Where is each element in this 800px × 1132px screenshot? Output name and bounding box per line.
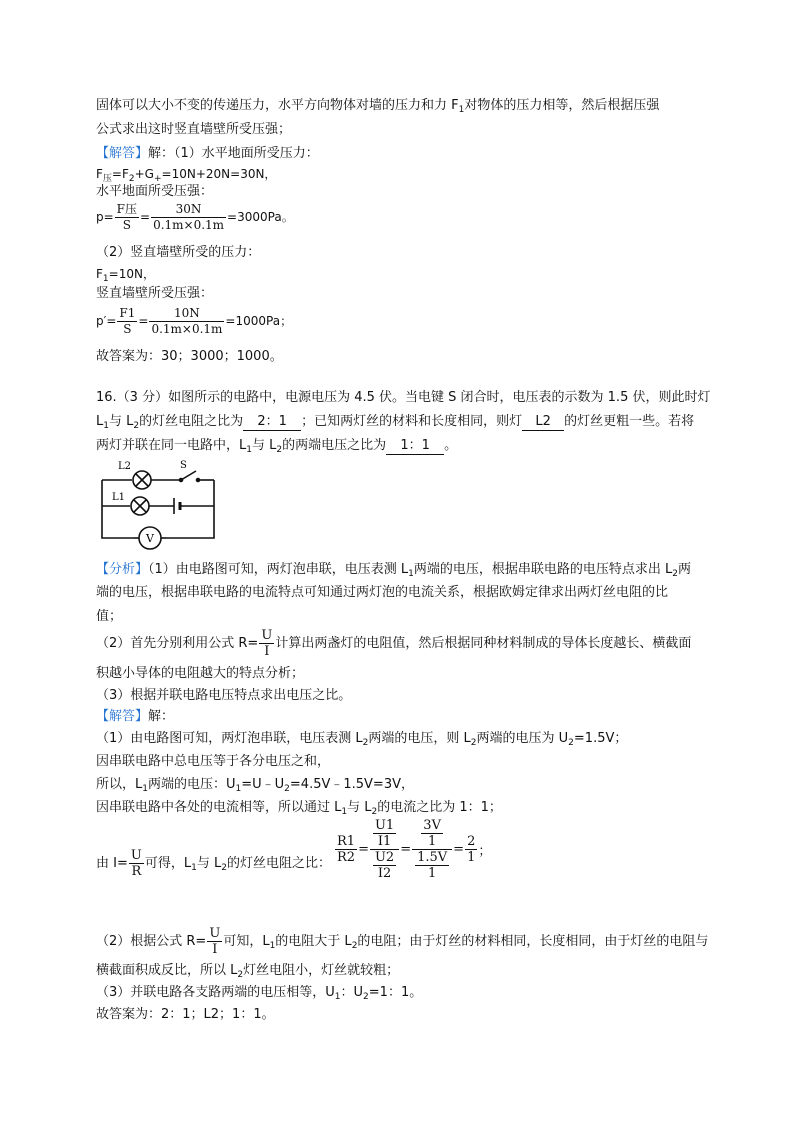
subscript: 1 [269,941,276,951]
subscript: 2 [371,807,378,817]
analysis-line: 端的电压，根据串联电路的电流特点可知通过两灯泡的电流关系，根据欧姆定律求出两灯丝电阻的比 [96,585,669,600]
text: 解： [148,709,175,724]
compound-fraction [370,818,399,881]
denominator: S [122,218,131,232]
subscript: 1 [102,274,109,284]
answer-blank: 2：1 [243,414,301,431]
fraction [335,834,357,865]
text: +G [134,167,154,181]
solution-heading [96,707,174,727]
text: 的灯丝电阻之比为 [139,414,244,429]
denominator: 1 [467,850,476,865]
text: （3）并联电路各支路两端的电压相等，U [96,985,335,1000]
solution-line [96,926,708,957]
text-line: 公式求出这时竖直墙壁所受压强； [96,122,292,137]
solution-line: 因串联电路中总电压等于各分电压之和， [96,754,331,769]
subscript: 2 [672,569,679,579]
text: 与 L [347,800,372,815]
fraction [421,818,443,849]
text: 的灯丝更粗一些。若将 [564,414,695,429]
text: 两端的电压为 U [476,731,569,746]
denominator: I2 [377,866,392,881]
text: =3000Pa。 [227,210,294,224]
text-line: （2）竖直墙壁所受的压力： [96,245,261,260]
subscript: + [153,174,162,184]
compound-fraction [412,818,452,881]
text: p= [96,210,114,224]
formula-line [96,202,294,233]
solution-line: 故答案为：2：1；L2；1：1。 [96,1007,275,1022]
analysis-line: 积越小导体的电阻越大的特点分析； [96,666,305,681]
text: （1）由电路图可知，两灯泡串联，电压表测 L [96,731,363,746]
ratio-formula: $\frac{R1}{R2}$ = $\frac{\frac{U1}{I1}}{\frac{U2}{I2}}$ = $\frac{\frac{3V}{1}}{\frac{1.5V}{1}}$ = $\frac{2}{1}$ ； [337,818,492,881]
numerator: F1 [119,306,136,320]
denominator [370,850,399,881]
fraction [259,628,274,659]
solution-line [96,961,399,985]
formula-line [96,306,292,337]
subscript: 2 [237,970,244,980]
numerator: 1.5V [417,850,448,865]
numerator: U2 [374,850,395,865]
denominator: 0.1m×0.1m [153,218,225,232]
wire [102,480,134,538]
text: 与 L [196,856,222,871]
fraction [415,850,449,881]
subscript: 1 [235,784,242,794]
subscript: 1 [191,863,197,873]
answer-blank: L2 [522,414,564,431]
question-line [96,412,694,436]
fraction [373,850,396,881]
numerator: 3V [423,818,441,833]
subscript: 2 [276,445,283,455]
text: =1：1。 [368,985,423,1000]
text: ； [478,844,492,859]
text: （2）根据公式 R= [96,934,207,949]
subscript: 1 [334,992,341,1002]
solution-line [96,848,331,879]
text: （1）由电路图可知，两灯泡串联，电压表测 L [148,562,409,577]
circuit-diagram [96,456,226,552]
label-l1: L1 [112,492,126,503]
subscript: 2 [128,174,135,184]
fraction [117,306,137,337]
analysis-line [96,560,691,584]
fraction [129,848,144,879]
text: 的电阻大于 L [275,934,352,949]
denominator: I [212,942,218,957]
numerator: F压 [116,202,137,216]
text: 计算出两盏灯的电阻值，然后根据同种材料制成的导体长度越长、横截面 [275,636,692,651]
fraction [149,306,224,337]
fraction [207,926,222,957]
text-line: 竖直墙壁所受压强： [96,286,214,301]
subscript: 2 [351,941,358,951]
subscript: 2 [221,863,227,873]
text: 的两端电压之比为 [282,438,387,453]
text: 灯丝电阻小，灯丝就较粗； [243,963,400,978]
label-s: S [180,460,187,471]
text: 。 [444,438,458,453]
denominator: I [264,644,270,659]
numerator [412,818,452,850]
text: = [138,314,149,328]
fraction [465,834,477,865]
denominator: S [123,322,132,336]
fraction [115,202,139,233]
text: 因串联电路中各处的电流相等，所以通过 L [96,800,342,815]
analysis-line: （3）根据并联电路电压特点求出电压之比。 [96,688,352,703]
subscript: 1 [103,421,109,431]
denominator: 1 [428,866,437,881]
text: 所以，L [96,777,143,792]
text: ：U [340,985,364,1000]
denominator: R [131,864,142,879]
text: 对物体的压力相等，然后根据压强 [464,98,660,113]
text: 由 I= [96,856,128,871]
denominator [412,850,452,881]
numerator: 30N [151,202,226,218]
text-line [96,96,659,120]
numerator: U [209,926,221,941]
answer-heading [96,144,319,164]
subscript: 1 [458,105,465,115]
analysis-tag: 【分析】 [96,562,149,577]
text: F [96,167,103,181]
subscript: 2 [362,738,369,748]
numerator: U [261,628,273,643]
fraction [373,818,396,849]
solution-line [96,775,414,799]
text: 固体可以大小不变的传递压力，水平方向物体对墙的压力和力 F [96,98,459,113]
subscript: 1 [246,445,252,455]
analysis-line: 值； [96,609,123,624]
numerator: U1 [374,818,395,833]
text: 两端的电压：U [147,777,236,792]
text: L [96,414,104,429]
text: 解：（1）水平地面所受压力： [148,146,319,161]
text: 的灯丝电阻之比： [226,856,331,871]
subscript: 1 [341,807,348,817]
analysis-line [96,628,691,659]
text: 两 [678,562,692,577]
text: =10N+20N=30N， [161,167,277,181]
text: 与 L [251,438,277,453]
text: p′= [96,314,117,328]
question-line: 16.（3 分）如图所示的电路中，电源电压为 4.5 伏。当电键 S 闭合时，电压表的示数为 1.5 伏，则此时灯 [96,390,711,405]
text: =4.5V﹣1.5V=3V， [289,777,414,792]
solution-line [96,729,627,753]
answer-tag: 【解答】 [96,146,149,161]
text: =10N， [108,267,155,281]
denominator: 1 [427,834,437,849]
text: F [96,267,103,281]
switch-lever-icon [181,471,196,480]
text: 与 L [108,414,134,429]
text: 两端的电压，根据串联电路的电压特点求出 L [413,562,673,577]
text: = [140,210,151,224]
label-l2: L2 [118,461,132,472]
subscript: 1 [408,569,414,579]
subscript: 2 [568,738,574,748]
text: （2）首先分别利用公式 R= [96,636,259,651]
text: 横截面积成反比，所以 L [96,963,238,978]
text: 的电流之比为 1：1； [377,800,502,815]
text: =F [111,167,129,181]
label-v: V [146,532,154,545]
text-line: 水平地面所受压强： [96,184,214,199]
solution-line [96,983,422,1007]
denominator: R2 [337,850,356,865]
subscript: 2 [363,992,369,1002]
denominator: 0.1m×0.1m [151,322,223,336]
numerator: 10N [149,306,224,322]
subscript: 压 [102,174,112,184]
text: =1000Pa； [225,314,293,328]
text: ；已知两灯丝的材料和长度相同，则灯 [301,414,523,429]
subscript: 2 [284,784,290,794]
text: 两端的电压，则 L [368,731,471,746]
numerator: U [130,848,142,863]
text: 可得，L [144,856,192,871]
numerator: 2 [467,834,476,849]
denominator: I1 [377,834,392,849]
text: 的电阻；由于灯丝的材料相同，长度相同，由于灯丝的电阻与 [357,934,709,949]
subscript: 2 [470,738,477,748]
text: 可知，L [223,934,270,949]
text: 两灯并联在同一电路中，L [96,438,247,453]
subscript: 2 [133,421,140,431]
text-line: 故答案为：30；3000；1000。 [96,349,283,364]
text: =U﹣U [241,777,285,792]
solution-tag: 【解答】 [96,709,149,724]
numerator [370,818,399,850]
numerator: R1 [337,834,356,849]
fraction [151,202,226,233]
text: =1.5V； [573,731,628,746]
answer-blank: 1：1 [386,438,444,455]
subscript: 1 [142,784,148,794]
